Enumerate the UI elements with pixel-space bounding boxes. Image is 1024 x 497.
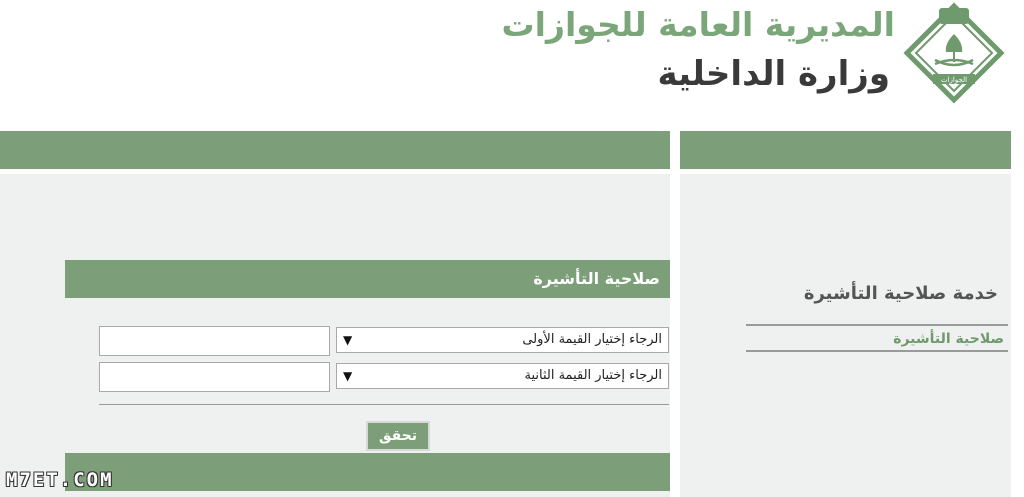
page-title: المديرية العامة للجوازات [501,5,895,44]
form-footer-bar [65,453,670,491]
dropdown-arrow-icon: ▼ [343,333,353,347]
select-label: الرجاء إختيار القيمة الثانية [524,368,662,383]
form-header [65,260,670,298]
first-value-input[interactable] [99,326,330,356]
right-edge [1011,131,1024,497]
content-top-bar [0,131,670,169]
dropdown-arrow-icon: ▼ [343,369,353,383]
svg-text:الجوازات: الجوازات [940,76,968,84]
site-watermark: M7ET.COM [6,469,114,491]
select-label: الرجاء إختيار القيمة الأولى [522,332,662,347]
passports-emblem-icon [903,2,1005,104]
first-value-select[interactable] [336,327,669,353]
second-value-select[interactable] [336,363,669,389]
sidebar-title: خدمة صلاحية التأشيرة [803,283,998,304]
second-value-input[interactable] [99,362,330,392]
sidebar-top-bar [680,131,1011,169]
column-divider [670,131,680,497]
form-title: صلاحية التأشيرة [533,269,660,288]
sidebar-divider [746,350,1008,352]
ministry-title: وزارة الداخلية [657,54,890,94]
page-header [0,0,1024,130]
sidebar-divider [746,324,1008,326]
verify-button[interactable]: تحقق [366,421,430,451]
sidebar-item-visa-validity[interactable]: صلاحية التأشيرة [893,331,1004,347]
form-divider [99,404,669,405]
